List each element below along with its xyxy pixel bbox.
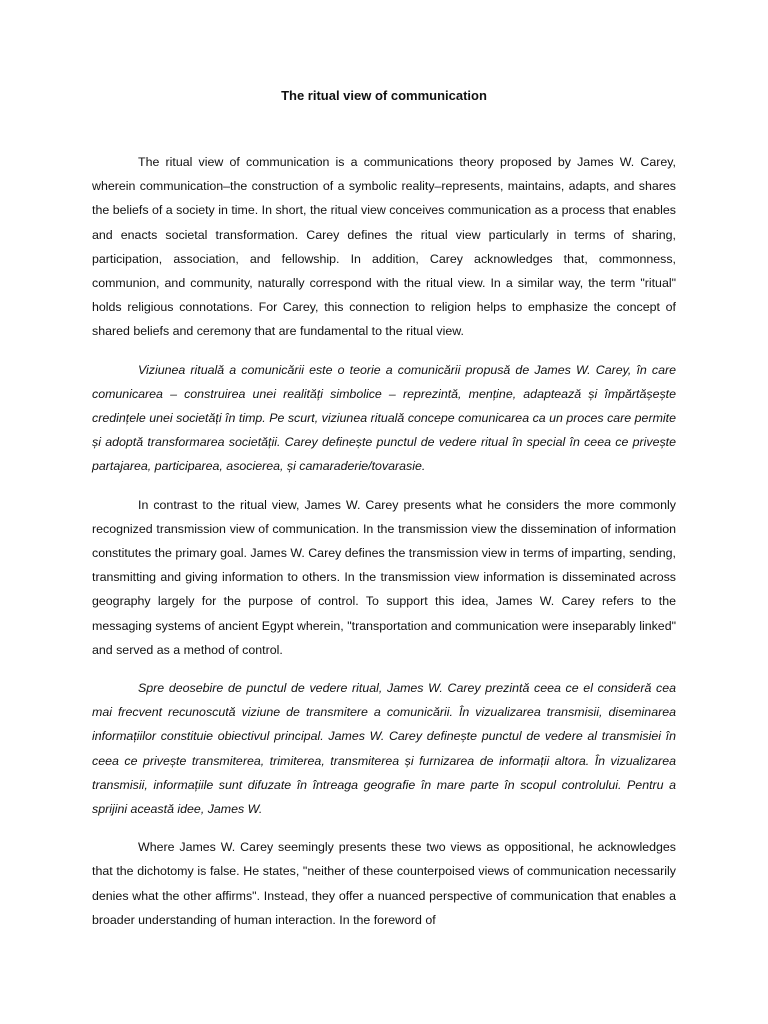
paragraph-false-dichotomy: Where James W. Carey seemingly presents these two views as oppositional, he acknowledges that the dichotomy is false. He states, "neither of these counterpoised views of communication necessarily denies what the other affirms". Instead, they offer a nuanced perspective of communication that enables a broader understanding of human interaction. In the foreword of bbox=[92, 840, 676, 927]
paragraph-ritual-view-romanian: Viziunea rituală a comunicării este o teorie a comunicării propusă de James W. Carey, în care comunicarea – construirea unei realități simbolice – reprezintă, menține, adaptează și împărtășește credințele unei societăți în timp. Pe scurt, viziunea rituală concepe comunicarea ca un proces care permite și adoptă transformarea societății. Carey definește punctul de vedere ritual în special în ceea ce privește partajarea, participarea, asocierea, și camaraderie/tovarasie. bbox=[92, 362, 676, 474]
document-title: The ritual view of communication bbox=[281, 88, 487, 103]
paragraph-transmission-view: In contrast to the ritual view, James W. Carey presents what he considers the more commonly recognized transmission view of communication. In the transmission view the dissemination of information constitutes the primary goal. James W. Carey defines the transmission view in terms of imparting, sending, transmitting and giving information to others. In the transmission view information is disseminated across geography largely for the purpose of control. To support this idea, James W. Carey refers to the messaging systems of ancient Egypt wherein, "transportation and communication were inseparably linked" and served as a method of control. bbox=[92, 497, 676, 657]
document-body bbox=[92, 150, 676, 946]
paragraph-transmission-view-romanian: Spre deosebire de punctul de vedere ritual, James W. Carey prezintă ceea ce el consideră cea mai frecvent recunoscută viziune de transmitere a comunicării. În vizualizarea transmisii, diseminarea informațiilor constituie obiectivul principal. James W. Carey definește punctul de vedere al transmisiei în ceea ce privește transmiterea, trimiterea, transmiterea și furnizarea de informații altora. În vizualizarea transmisii, informațiile sunt difuzate în întreaga geografie în mare parte în scopul controlului. Pentru a sprijini această idee, James W. bbox=[92, 681, 676, 817]
paragraph-ritual-view-definition: The ritual view of communication is a communications theory proposed by James W. Carey, wherein communication–the construction of a symbolic reality–represents, maintains, adapts, and shares the beliefs of a society in time. In short, the ritual view conceives communication as a process that enables and enacts societal transformation. Carey defines the ritual view particularly in terms of sharing, participation, association, and fellowship. In addition, Carey acknowledges that, commonness, communion, and community, naturally correspond with the ritual view. In a similar way, the term "ritual" holds religious connotations. For Carey, this connection to religion helps to emphasize the concept of shared beliefs and ceremony that are fundamental to the ritual view. bbox=[92, 155, 676, 339]
